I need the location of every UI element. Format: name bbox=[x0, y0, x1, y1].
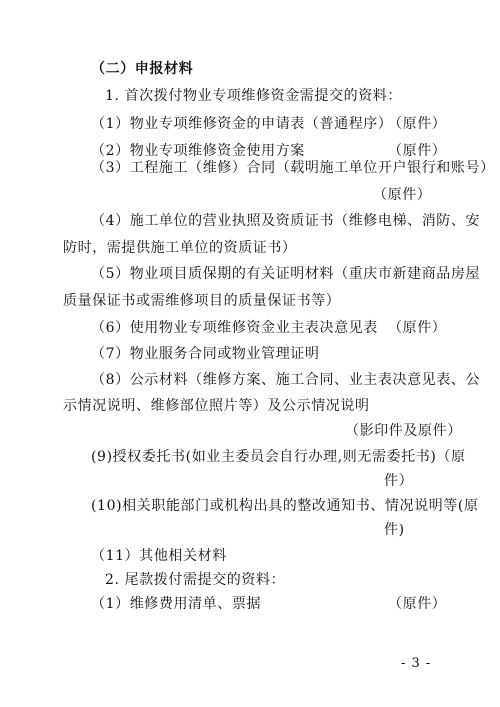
item-1-text: （1）物业专项维修资金的申请表（普通程序） bbox=[91, 116, 393, 132]
item-9-line-1: (9)授权委托书(如业主委员会自行办理,则无需委托书)（原 bbox=[91, 449, 466, 465]
item-11-text: （11）其他相关材料 bbox=[91, 548, 227, 564]
group-title-final-payment: 2. 尾款拨付需提交的资料： bbox=[105, 572, 286, 588]
item-8-line-2: 示情况说明、维修部位照片等）及公示情况说明 bbox=[63, 398, 370, 414]
item-1-note: （原件） bbox=[388, 116, 447, 132]
item-2-note: （原件） bbox=[388, 143, 447, 159]
item-5-line-1: （5）物业项目质保期的有关证明材料（重庆市新建商品房屋 bbox=[91, 266, 481, 282]
page-number: - 3 - bbox=[401, 656, 432, 671]
item-3-line-1: （3）工程施工（维修）合同（载明施工单位开户银行和账号） bbox=[91, 160, 495, 176]
item-9-line-2: 件） bbox=[384, 473, 414, 489]
item-6-text: （6）使用物业专项维修资金业主表决意见表 bbox=[91, 320, 378, 336]
item-8-line-1: （8）公示材料（维修方案、施工合同、业主表决意见表、公 bbox=[91, 372, 481, 388]
section-heading: （二）申报材料 bbox=[91, 61, 194, 77]
item-4-line-1: （4）施工单位的营业执照及资质证书（维修电梯、消防、安 bbox=[91, 213, 481, 229]
item-5-line-2: 质量保证书或需维修项目的质量保证书等） bbox=[63, 293, 341, 309]
item-10-line-2: 件) bbox=[384, 522, 405, 538]
item-10-line-1: (10)相关职能部门或机构出具的整改通知书、情况说明等(原 bbox=[91, 498, 479, 514]
item-2-text: （2）物业专项维修资金使用方案 bbox=[91, 143, 305, 159]
item-6-note: （原件） bbox=[388, 320, 447, 336]
item-4-line-2: 防时，需提供施工单位的资质证书） bbox=[63, 240, 297, 256]
item-8-line-3: （影印件及原件） bbox=[345, 423, 462, 439]
group-title-first-disbursement: 1. 首次拨付物业专项维修资金需提交的资料： bbox=[105, 88, 403, 104]
item-7-text: （7）物业服务合同或物业管理证明 bbox=[91, 346, 320, 362]
final-item-1-text: （1）维修费用清单、票据 bbox=[91, 596, 262, 612]
final-item-1-note: （原件） bbox=[388, 596, 447, 612]
item-3-line-2: （原件） bbox=[373, 187, 432, 203]
